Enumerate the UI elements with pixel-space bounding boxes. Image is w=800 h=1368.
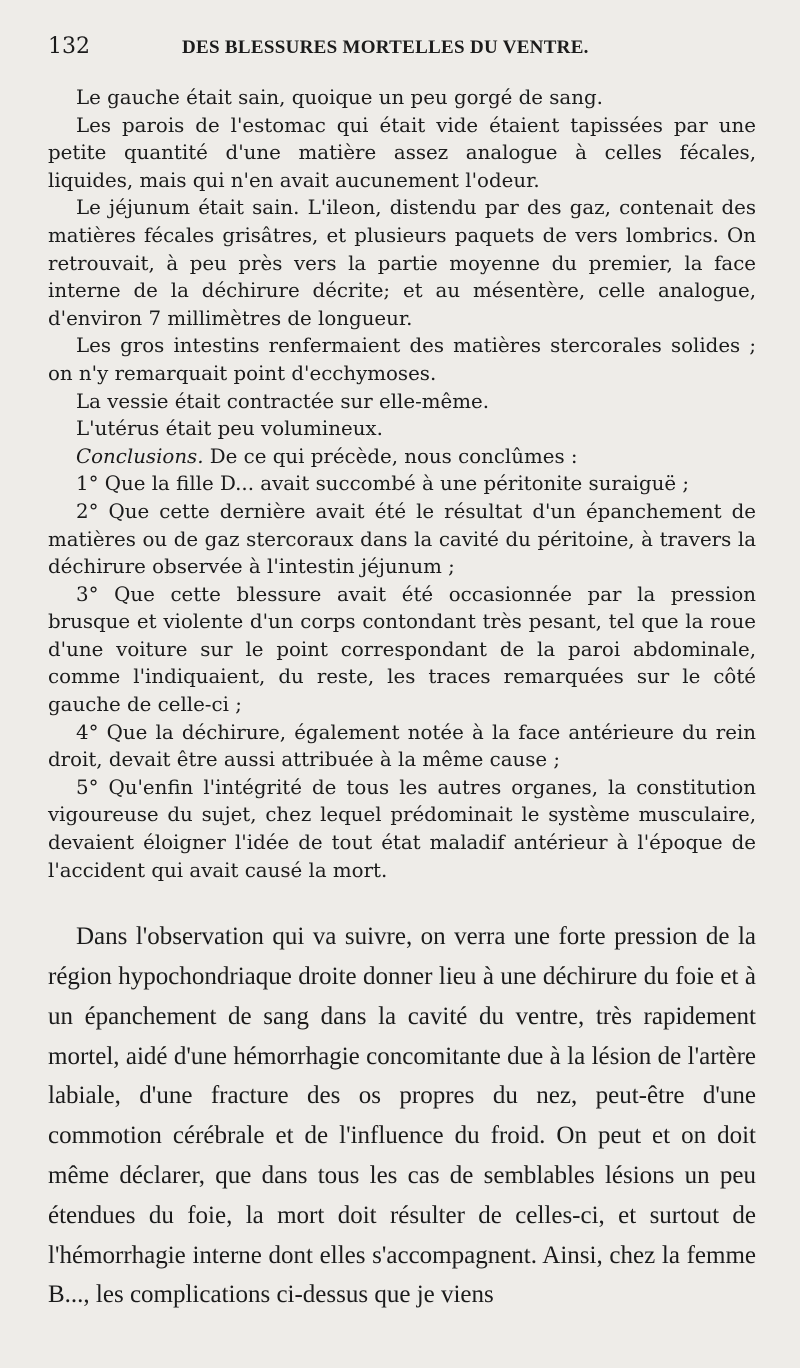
paragraph: Le gauche était sain, quoique un peu gorgé de sang. [76,86,603,109]
commentary-paragraph: Dans l'observation qui va suivre, on verra une forte pression de la région hypochondriaque droite donner lieu à une déchirure du foie et à un épanchement de sang dans la cavité du ventre, très rapidement mortel, aidé d'une hémorrhagie concomitante due à la lésion de l'artère labiale, d'une fracture des os propres du nez, peut-être d'une commotion cérébrale et de l'influence du froid. On peut et on doit même déclarer, que dans tous les cas de semblables lésions un peu étendues du foie, la mort doit résulter de celles-ci, et surtout de l'hémorrhagie interne dont elles s'accompagnent. Ainsi, chez la femme B..., les complications ci-dessus que je viens [48,923,756,1309]
conclusion-item: 3° Que cette blessure avait été occasionnée par la pression brusque et violente d'un corps contondant très pesant, tel que la roue d'une voiture sur le point correspondant de la paroi abdominale, comme l'indiquaient, du reste, les traces remarquées sur le côté gauche de celle-ci ; [48,582,756,717]
commentary-text [48,917,756,1315]
running-head [48,34,756,84]
conclusions-intro: De ce qui précède, nous conclûmes : [203,444,578,468]
observation-text [48,84,756,884]
conclusions-label: Conclusions. [76,444,204,468]
conclusions-heading [48,443,756,471]
conclusion-item: 4° Que la déchirure, également notée à la face antérieure du rein droit, devait être aussi attribuée à la même cause ; [48,720,756,772]
running-title: DES BLESSURES MORTELLES DU VENTRE. [182,37,589,58]
conclusion-item: 2° Que cette dernière avait été le résultat d'un épanchement de matières ou de gaz stercoraux dans la cavité du péritoine, à travers la déchirure observée à l'intestin jéjunum ; [48,499,756,579]
conclusion-item: 1° Que la fille D... avait succombé à une péritonite suraiguë ; [76,472,690,496]
conclusion-item: 5° Qu'enfin l'intégrité de tous les autres organes, la constitution vigoureuse du sujet, chez lequel prédominait le système musculaire, devaient éloigner l'idée de tout état maladif antérieur à l'époque de l'accident qui avait causé la mort. [48,775,756,882]
paragraph: Les parois de l'estomac qui était vide étaient tapissées par une petite quantité d'une matière assez analogue à celles fécales, liquides, mais qui n'en avait aucunement l'odeur. [48,113,756,192]
paragraph: Les gros intestins renfermaient des matières stercorales solides ; on n'y remarquait point d'ecchymoses. [48,334,756,385]
page-number: 132 [48,34,90,59]
paragraph: L'utérus était peu volumineux. [76,417,383,441]
paragraph: La vessie était contractée sur elle-même. [76,389,489,413]
paragraph: Le jéjunum était sain. L'ileon, distendu par des gaz, contenait des matières fécales grisâtres, et plusieurs paquets de vers lombrics. On retrouvait, à peu près vers la partie moyenne du premier, la face interne de la déchirure décrite; et au mésentère, celle analogue, d'environ 7 millimètres de longueur. [48,196,756,330]
